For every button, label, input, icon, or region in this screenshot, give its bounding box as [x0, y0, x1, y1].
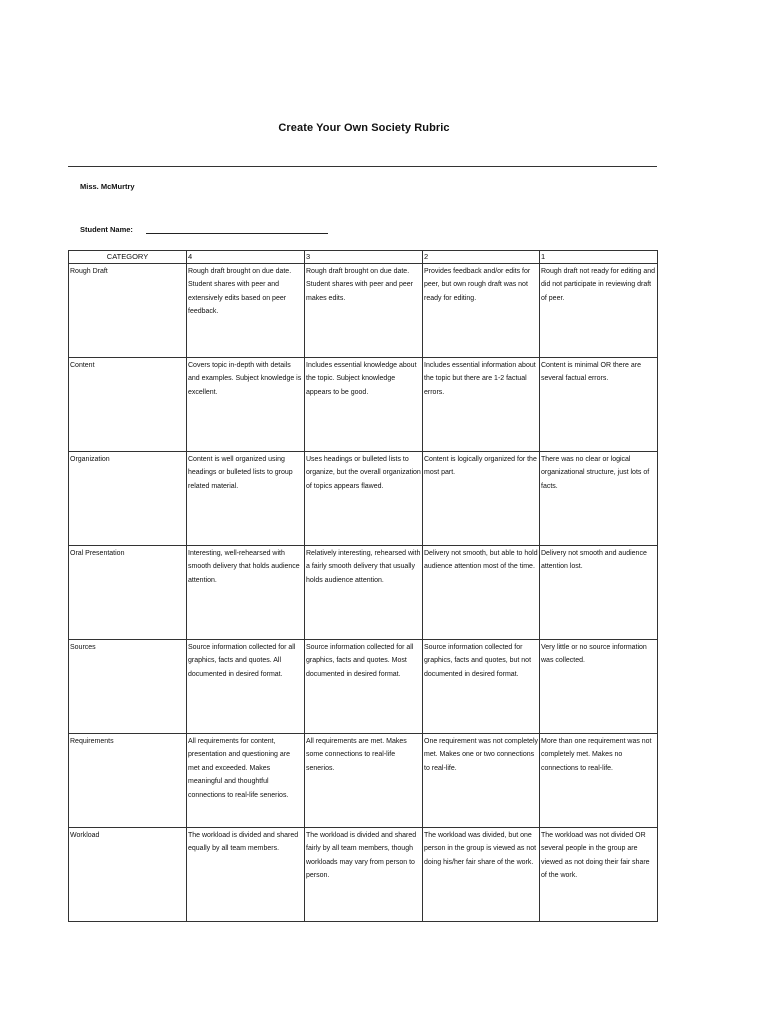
- criteria-cell: Delivery not smooth, but able to hold audience attention most of the time.: [423, 546, 540, 640]
- category-cell: Organization: [69, 452, 187, 546]
- criteria-cell: All requirements for content, presentation and questioning are met and exceeded. Makes meaningful and thoughtful connections to real-life senerios.: [187, 734, 305, 828]
- criteria-cell: Content is well organized using headings or bulleted lists to group related material.: [187, 452, 305, 546]
- category-cell: Oral Presentation: [69, 546, 187, 640]
- header-score-2: 2: [423, 251, 540, 264]
- criteria-cell: The workload is divided and shared equally by all team members.: [187, 828, 305, 922]
- category-cell: Sources: [69, 640, 187, 734]
- criteria-cell: Rough draft brought on due date. Student shares with peer and extensively edits based on peer feedback.: [187, 264, 305, 358]
- criteria-cell: All requirements are met. Makes some connections to real-life senerios.: [305, 734, 423, 828]
- criteria-cell: More than one requirement was not completely met. Makes no connections to real-life.: [540, 734, 658, 828]
- criteria-cell: Source information collected for graphics, facts and quotes, but not documented in desired format.: [423, 640, 540, 734]
- criteria-cell: Includes essential knowledge about the topic. Subject knowledge appears to be good.: [305, 358, 423, 452]
- criteria-cell: Content is minimal OR there are several factual errors.: [540, 358, 658, 452]
- criteria-cell: There was no clear or logical organizational structure, just lots of facts.: [540, 452, 658, 546]
- category-cell: Workload: [69, 828, 187, 922]
- rubric-header-row: [69, 251, 658, 264]
- student-name-label: Student Name:: [80, 225, 133, 234]
- criteria-cell: Delivery not smooth and audience attention lost.: [540, 546, 658, 640]
- rubric-table: [68, 250, 658, 922]
- criteria-cell: The workload was not divided OR several people in the group are viewed as not doing their fair share of the work.: [540, 828, 658, 922]
- criteria-cell: Very little or no source information was collected.: [540, 640, 658, 734]
- rubric-row-organization: [69, 452, 658, 546]
- criteria-cell: Provides feedback and/or edits for peer, but own rough draft was not ready for editing.: [423, 264, 540, 358]
- criteria-cell: Content is logically organized for the most part.: [423, 452, 540, 546]
- rubric-row-requirements: [69, 734, 658, 828]
- rubric-row-sources: [69, 640, 658, 734]
- criteria-cell: Uses headings or bulleted lists to organize, but the overall organization of topics appears flawed.: [305, 452, 423, 546]
- criteria-cell: Includes essential information about the topic but there are 1-2 factual errors.: [423, 358, 540, 452]
- criteria-cell: One requirement was not completely met. Makes one or two connections to real-life.: [423, 734, 540, 828]
- page-title: Create Your Own Society Rubric: [278, 122, 450, 134]
- criteria-cell: Interesting, well-rehearsed with smooth delivery that holds audience attention.: [187, 546, 305, 640]
- criteria-cell: Rough draft brought on due date. Student shares with peer and peer makes edits.: [305, 264, 423, 358]
- teacher-name: Miss. McMurtry: [80, 182, 135, 191]
- rubric-row-content: [69, 358, 658, 452]
- header-category: CATEGORY: [69, 251, 187, 264]
- criteria-cell: The workload is divided and shared fairly by all team members, though workloads may vary from person to person.: [305, 828, 423, 922]
- title-divider: [68, 166, 657, 167]
- student-name-blank: [146, 233, 328, 234]
- rubric-row-oral-presentation: [69, 546, 658, 640]
- criteria-cell: Covers topic in-depth with details and examples. Subject knowledge is excellent.: [187, 358, 305, 452]
- criteria-cell: Source information collected for all graphics, facts and quotes. All documented in desired format.: [187, 640, 305, 734]
- rubric-row-rough-draft: [69, 264, 658, 358]
- rubric-row-workload: [69, 828, 658, 922]
- criteria-cell: Relatively interesting, rehearsed with a fairly smooth delivery that usually holds audience attention.: [305, 546, 423, 640]
- header-score-3: 3: [305, 251, 423, 264]
- header-score-1: 1: [540, 251, 658, 264]
- header-score-4: 4: [187, 251, 305, 264]
- criteria-cell: Source information collected for all graphics, facts and quotes. Most documented in desired format.: [305, 640, 423, 734]
- category-cell: Rough Draft: [69, 264, 187, 358]
- criteria-cell: The workload was divided, but one person in the group is viewed as not doing his/her fair share of the work.: [423, 828, 540, 922]
- category-cell: Content: [69, 358, 187, 452]
- criteria-cell: Rough draft not ready for editing and did not participate in reviewing draft of peer.: [540, 264, 658, 358]
- category-cell: Requirements: [69, 734, 187, 828]
